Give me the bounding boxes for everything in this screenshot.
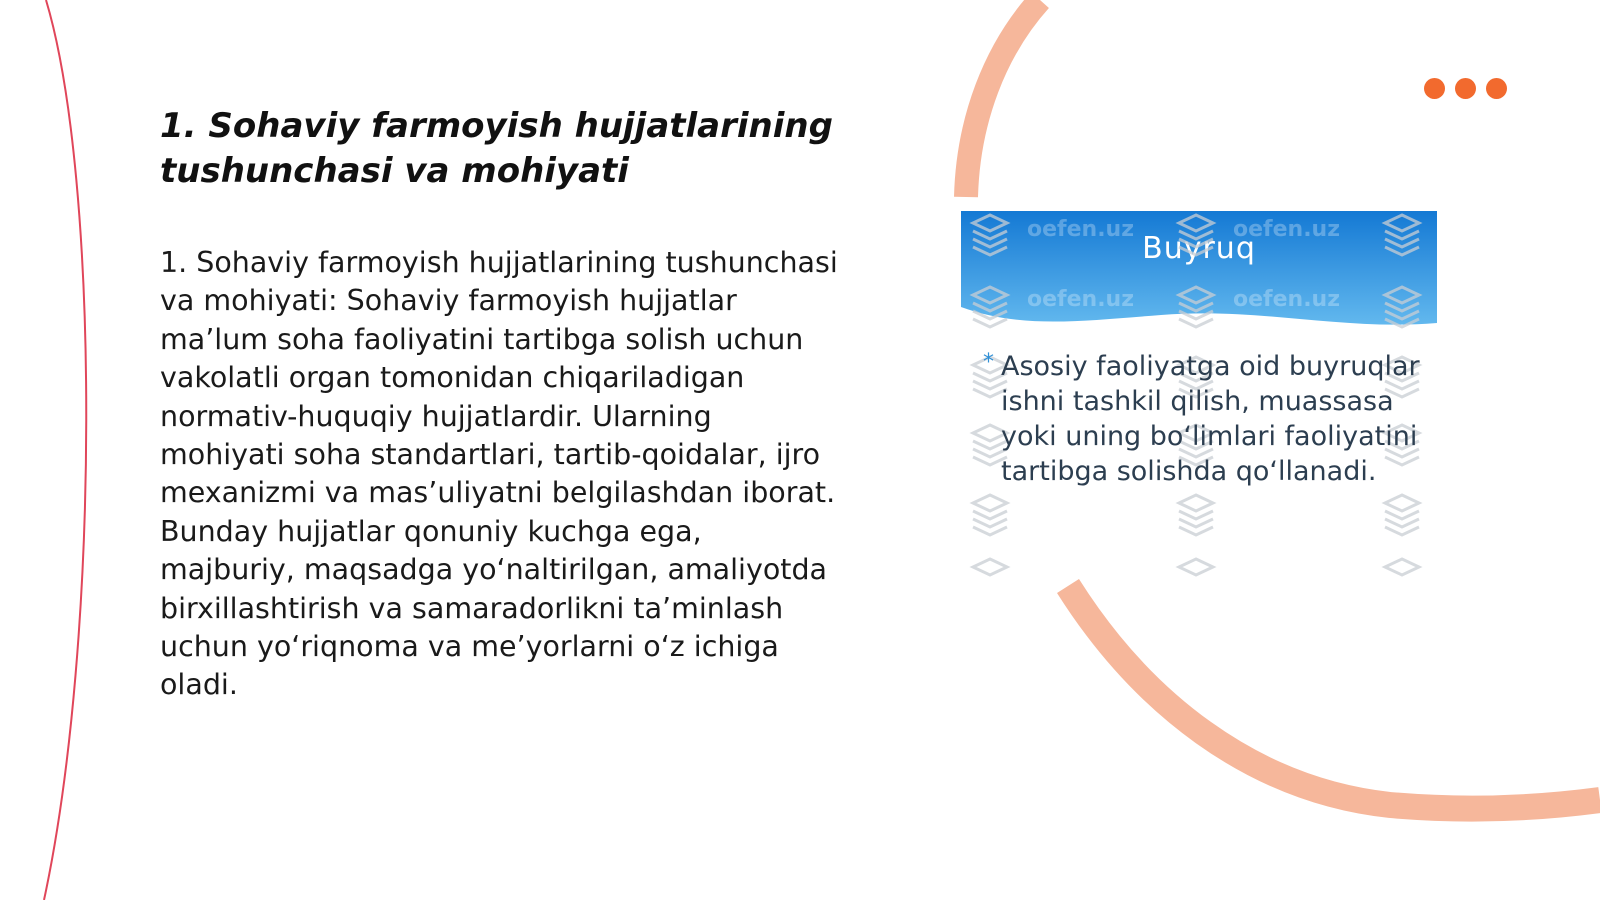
- layers-icon: [1381, 555, 1423, 581]
- layers-icon: [969, 555, 1011, 581]
- card-header-banner: [961, 211, 1437, 329]
- dots-decoration: [1424, 78, 1514, 100]
- watermark-text: oefen.uz: [1027, 217, 1135, 242]
- peach-arc-top: [966, 0, 1040, 197]
- peach-arc-bottom: [1068, 586, 1600, 809]
- card-bullet-item: [983, 349, 1421, 489]
- slide-title: 1. Sohaviy farmoyish hujjatlarining tushunchasi va mohiyati: [160, 106, 833, 191]
- watermark-text: oefen.uz: [1233, 287, 1341, 312]
- dot-icon: [1424, 78, 1445, 99]
- watermark-text: oefen.uz: [1027, 287, 1135, 312]
- bullet-star-icon: *: [983, 350, 994, 375]
- slide-body-text: 1. Sohaviy farmoyish hujjatlarining tushunchasi va mohiyati: Sohaviy farmoyish hujjatlar ma’lum soha faoliyatini tartibga solish uchun vakolatli organ tomonidan chiqariladigan normativ-huquqiy hujjatlardir. Ularning mohiyati soha standartlari, tartib-qoidalar, ijro mexanizmi va mas’uliyatni belgilashdan iborat. Bunday hujjatlar qonuniy kuchga ega, majburiy, maqsadga yo‘naltirilgan, amaliyotda birxillashtirish va samaradorlikni ta’minlash uchun yo‘riqnoma va me’yorlarni o‘z ichiga oladi.: [160, 246, 838, 702]
- layers-icon: [969, 491, 1011, 537]
- card-bullet-text: Asosiy faoliyatga oid buyruqlar ishni tashkil qilish, muassasa yoki uning bo‘limlari faoliyatini tartibga solishda qo‘llanadi.: [1001, 351, 1420, 487]
- layers-icon: [1381, 491, 1423, 537]
- layers-icon: [1175, 491, 1217, 537]
- dot-icon: [1455, 78, 1476, 99]
- layers-icon: [1175, 555, 1217, 581]
- watermark-text: oefen.uz: [1233, 217, 1341, 242]
- card-header-title: Buyruq: [1142, 231, 1256, 266]
- buyruq-card: [961, 211, 1449, 581]
- left-edge-curve: [44, 0, 86, 900]
- dot-icon: [1486, 78, 1507, 99]
